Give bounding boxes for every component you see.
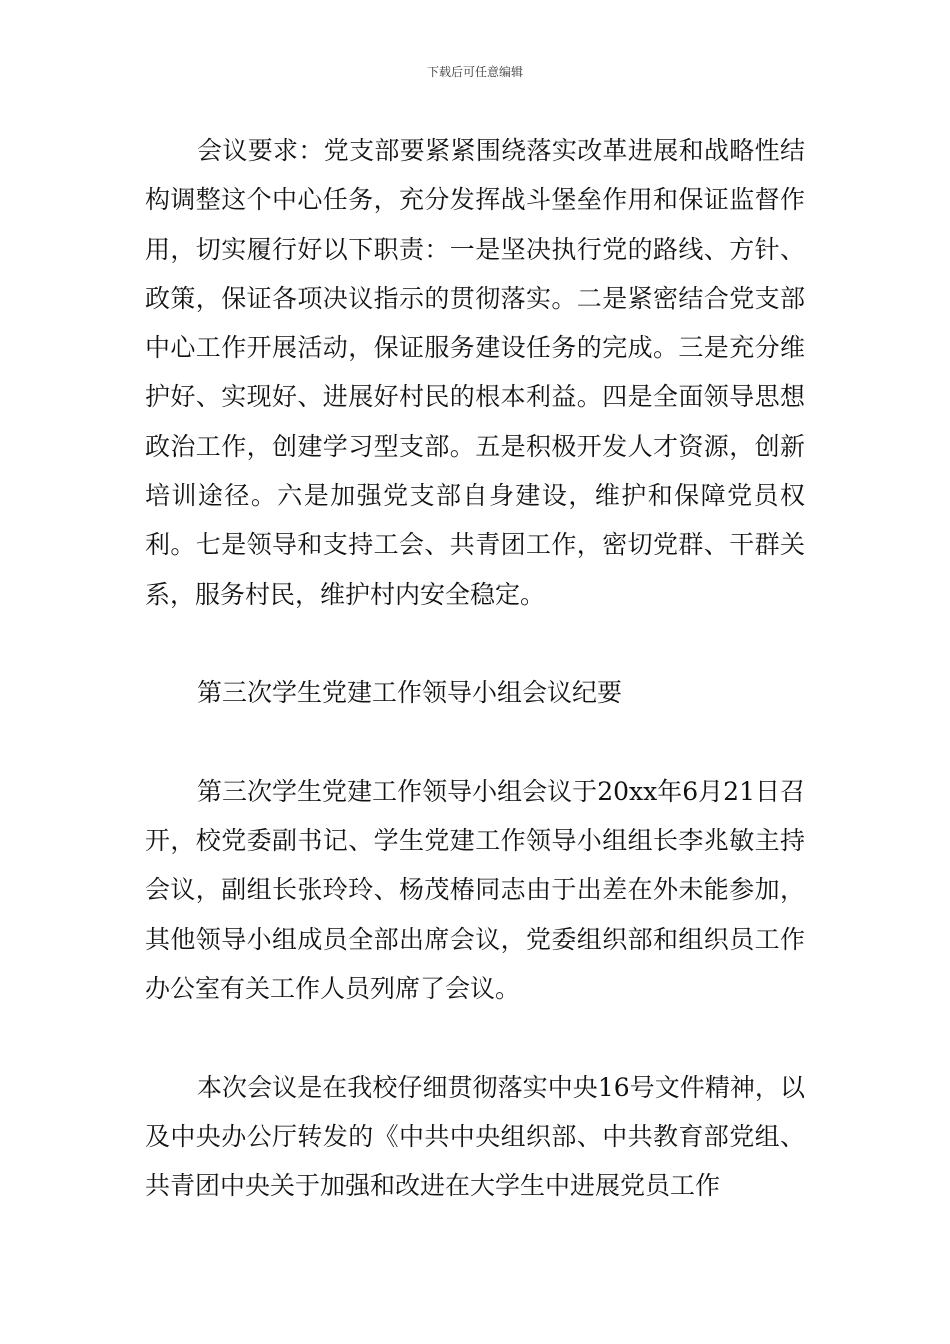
section-title-minutes: 第三次学生党建工作领导小组会议纪要: [197, 678, 623, 708]
document-body: [145, 126, 805, 1211]
paragraph-meeting-requirements: 会议要求：党支部要紧紧围绕落实改革进展和战略性结构调整这个中心任务，充分发挥战斗堡垒作用和保证监督作用，切实履行好以下职责：一是坚决执行党的路线、方针、政策，保证各项决议指示的贯彻落实。二是紧密结合党支部中心工作开展活动，保证服务建设任务的完成。三是充分维护好、实现好、进展好村民的根本利益。四是全面领导思想政治工作，创建学习型支部。五是积极开发人才资源，创新培训途径。六是加强党支部自身建设，维护和保障党员权利。七是领导和支持工会、共青团工作，密切党群、干群关系，服务村民，维护村内安全稳定。: [145, 136, 805, 609]
paragraph-meeting-context: 本次会议是在我校仔细贯彻落实中央16号文件精神，以及中央办公厅转发的《中共中央组织部、中共教育部党组、共青团中央关于加强和改进在大学生中进展党员工作: [145, 1072, 805, 1201]
paragraph-meeting-overview: 第三次学生党建工作领导小组会议于20xx年6月21日召开，校党委副书记、学生党建工作领导小组组长李兆敏主持会议，副组长张玲玲、杨茂椿同志由于出差在外未能参加，其他领导小组成员全部出席会议，党委组织部和组织员工作办公室有关工作人员列席了会议。: [145, 776, 805, 1004]
page-header-note: 下载后可任意编辑: [426, 65, 523, 79]
